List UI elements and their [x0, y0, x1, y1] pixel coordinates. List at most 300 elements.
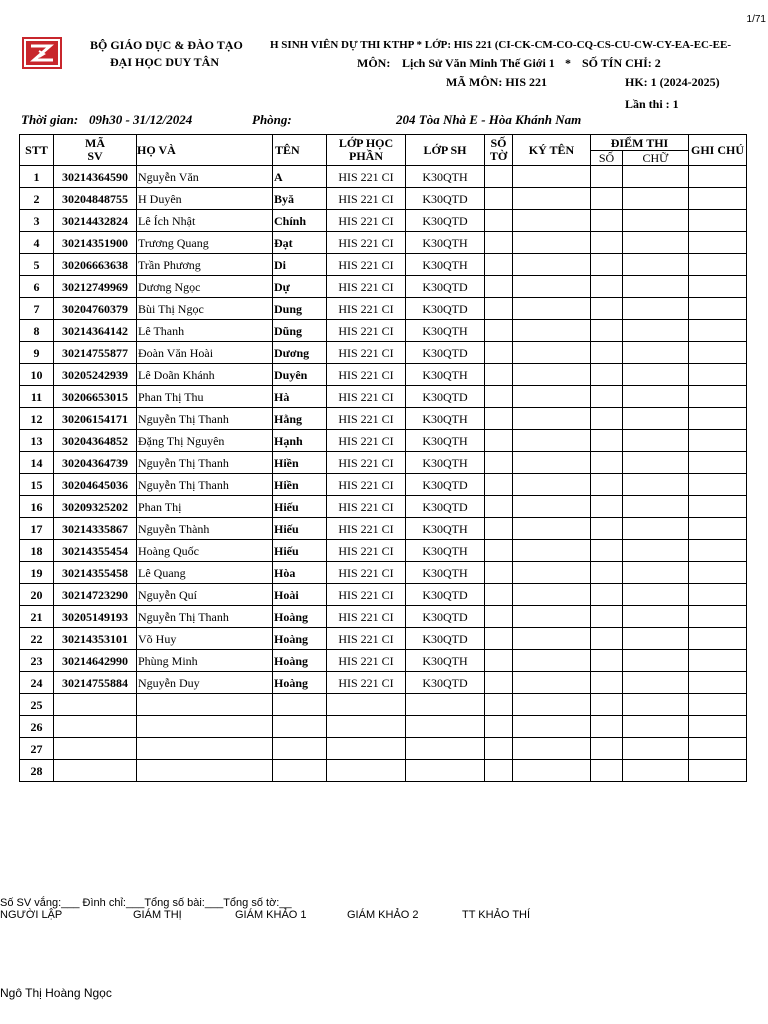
row-stt: 12 — [20, 408, 54, 430]
row-so-to — [485, 276, 513, 298]
student-roster-table — [19, 134, 747, 782]
table-row — [20, 166, 747, 188]
table-row — [20, 298, 747, 320]
row-ten: Hà — [273, 386, 327, 408]
row-ma-sv: 30206154171 — [54, 408, 137, 430]
row-ten: Dung — [273, 298, 327, 320]
time-label: Thời gian: — [21, 112, 79, 127]
signer-giam-khao-1: GIÁM KHẢO 1 — [235, 909, 307, 921]
row-lop-hoc-phan: HIS 221 CI — [327, 650, 406, 672]
row-ho-va: Nguyễn Thị Thanh — [137, 452, 273, 474]
row-ten: Hiếu — [273, 540, 327, 562]
row-stt: 23 — [20, 650, 54, 672]
row-lop-sh: K30QTH — [406, 254, 485, 276]
row-ho-va: Lê Quang — [137, 562, 273, 584]
row-stt: 8 — [20, 320, 54, 342]
row-ghi-chu — [689, 518, 747, 540]
row-diem-chu — [623, 430, 689, 452]
row-ma-sv: 30214755884 — [54, 672, 137, 694]
row-ma-sv: 30204645036 — [54, 474, 137, 496]
row-ghi-chu — [689, 298, 747, 320]
row-lop-hoc-phan: HIS 221 CI — [327, 210, 406, 232]
row-ky-ten — [513, 716, 591, 738]
row-diem-so — [591, 738, 623, 760]
row-diem-so — [591, 650, 623, 672]
row-ten: A — [273, 166, 327, 188]
header-diem-thi: ĐIỂM THI — [591, 135, 689, 151]
row-so-to — [485, 166, 513, 188]
row-so-to — [485, 650, 513, 672]
row-diem-chu — [623, 276, 689, 298]
row-diem-chu — [623, 518, 689, 540]
row-so-to — [485, 628, 513, 650]
subject-label: MÔN: — [357, 56, 391, 70]
row-diem-chu — [623, 408, 689, 430]
row-diem-so — [591, 254, 623, 276]
row-stt: 14 — [20, 452, 54, 474]
table-row — [20, 188, 747, 210]
row-diem-so — [591, 210, 623, 232]
header-lop-hoc-phan: LỚP HỌC PHẦN — [327, 135, 406, 166]
row-lop-sh: K30QTH — [406, 166, 485, 188]
row-diem-so — [591, 672, 623, 694]
row-ghi-chu — [689, 430, 747, 452]
row-stt: 4 — [20, 232, 54, 254]
table-row — [20, 562, 747, 584]
row-ma-sv: 30204760379 — [54, 298, 137, 320]
row-ma-sv — [54, 694, 137, 716]
row-ghi-chu — [689, 760, 747, 782]
row-ma-sv: 30205149193 — [54, 606, 137, 628]
table-row — [20, 210, 747, 232]
row-ma-sv: 30206663638 — [54, 254, 137, 276]
row-diem-so — [591, 320, 623, 342]
row-ghi-chu — [689, 166, 747, 188]
row-ky-ten — [513, 188, 591, 210]
row-ky-ten — [513, 738, 591, 760]
row-lop-sh: K30QTH — [406, 408, 485, 430]
row-ten: Hiếu — [273, 496, 327, 518]
row-lop-sh — [406, 760, 485, 782]
room-label: Phòng: — [252, 112, 292, 127]
row-ma-sv: 30214642990 — [54, 650, 137, 672]
row-diem-so — [591, 540, 623, 562]
row-so-to — [485, 188, 513, 210]
row-lop-sh: K30QTH — [406, 452, 485, 474]
row-ghi-chu — [689, 474, 747, 496]
subject-star: * — [565, 56, 571, 70]
row-stt: 1 — [20, 166, 54, 188]
row-diem-so — [591, 298, 623, 320]
row-ten: Hoài — [273, 584, 327, 606]
row-lop-sh — [406, 716, 485, 738]
row-diem-chu — [623, 606, 689, 628]
row-ky-ten — [513, 694, 591, 716]
row-so-to — [485, 254, 513, 276]
table-row — [20, 584, 747, 606]
row-lop-sh: K30QTD — [406, 606, 485, 628]
header-ky-ten: KÝ TÊN — [513, 135, 591, 166]
row-diem-chu — [623, 562, 689, 584]
row-ma-sv: 30214364142 — [54, 320, 137, 342]
header-lop-sh: LỚP SH — [406, 135, 485, 166]
row-stt: 17 — [20, 518, 54, 540]
row-ten: Byă — [273, 188, 327, 210]
row-stt: 26 — [20, 716, 54, 738]
row-diem-so — [591, 276, 623, 298]
header-ghi-chu: GHI CHÚ — [689, 135, 747, 166]
row-lop-hoc-phan: HIS 221 CI — [327, 430, 406, 452]
row-diem-so — [591, 518, 623, 540]
table-row — [20, 474, 747, 496]
row-ma-sv: 30214355454 — [54, 540, 137, 562]
table-row — [20, 342, 747, 364]
table-row — [20, 716, 747, 738]
row-ten: Dũng — [273, 320, 327, 342]
row-diem-so — [591, 386, 623, 408]
row-ho-va — [137, 738, 273, 760]
row-ho-va: Võ Huy — [137, 628, 273, 650]
table-row — [20, 650, 747, 672]
row-lop-sh: K30QTD — [406, 386, 485, 408]
row-ho-va: Nguyễn Văn — [137, 166, 273, 188]
row-ma-sv — [54, 760, 137, 782]
row-diem-so — [591, 584, 623, 606]
table-row — [20, 452, 747, 474]
row-ma-sv: 30214723290 — [54, 584, 137, 606]
table-row — [20, 320, 747, 342]
row-ma-sv: 30212749969 — [54, 276, 137, 298]
row-stt: 20 — [20, 584, 54, 606]
row-ky-ten — [513, 320, 591, 342]
row-lop-sh: K30QTH — [406, 364, 485, 386]
row-ho-va: Nguyễn Thành — [137, 518, 273, 540]
row-lop-sh: K30QTH — [406, 562, 485, 584]
header-ho-va: HỌ VÀ — [137, 135, 273, 166]
row-diem-chu — [623, 496, 689, 518]
row-ten: Hiền — [273, 474, 327, 496]
row-ky-ten — [513, 342, 591, 364]
row-diem-chu — [623, 672, 689, 694]
table-row — [20, 408, 747, 430]
row-ten — [273, 760, 327, 782]
row-lop-hoc-phan — [327, 738, 406, 760]
row-ghi-chu — [689, 562, 747, 584]
table-row — [20, 540, 747, 562]
table-row — [20, 738, 747, 760]
row-ten: Dự — [273, 276, 327, 298]
row-lop-hoc-phan: HIS 221 CI — [327, 584, 406, 606]
row-so-to — [485, 496, 513, 518]
row-ho-va — [137, 716, 273, 738]
table-row — [20, 672, 747, 694]
row-ghi-chu — [689, 364, 747, 386]
row-stt: 6 — [20, 276, 54, 298]
row-diem-so — [591, 232, 623, 254]
row-ho-va: Phan Thị — [137, 496, 273, 518]
row-ma-sv: 30214755877 — [54, 342, 137, 364]
row-lop-sh: K30QTD — [406, 584, 485, 606]
row-ho-va — [137, 760, 273, 782]
row-diem-chu — [623, 474, 689, 496]
row-diem-so — [591, 364, 623, 386]
row-ma-sv: 30206653015 — [54, 386, 137, 408]
row-so-to — [485, 452, 513, 474]
semester: HK: 1 (2024-2025) — [625, 75, 720, 89]
row-lop-hoc-phan — [327, 694, 406, 716]
row-ho-va: Nguyễn Thị Thanh — [137, 408, 273, 430]
row-ma-sv: 30205242939 — [54, 364, 137, 386]
row-diem-so — [591, 430, 623, 452]
row-diem-chu — [623, 628, 689, 650]
row-diem-chu — [623, 452, 689, 474]
row-diem-so — [591, 452, 623, 474]
signer-tt-khao-thi: TT KHẢO THÍ — [462, 909, 531, 921]
row-diem-so — [591, 760, 623, 782]
row-so-to — [485, 408, 513, 430]
university-logo — [22, 37, 62, 69]
row-ghi-chu — [689, 606, 747, 628]
row-ho-va: Dương Ngọc — [137, 276, 273, 298]
row-so-to — [485, 760, 513, 782]
row-ky-ten — [513, 628, 591, 650]
row-so-to — [485, 298, 513, 320]
row-lop-sh: K30QTD — [406, 210, 485, 232]
row-lop-hoc-phan: HIS 221 CI — [327, 386, 406, 408]
row-ma-sv: 30204848755 — [54, 188, 137, 210]
row-stt: 13 — [20, 430, 54, 452]
row-lop-hoc-phan: HIS 221 CI — [327, 166, 406, 188]
row-lop-hoc-phan: HIS 221 CI — [327, 276, 406, 298]
row-diem-so — [591, 562, 623, 584]
row-so-to — [485, 386, 513, 408]
header-diem-so: SỐ — [591, 151, 623, 166]
row-ky-ten — [513, 386, 591, 408]
row-diem-chu — [623, 738, 689, 760]
row-lop-hoc-phan: HIS 221 CI — [327, 298, 406, 320]
row-ky-ten — [513, 232, 591, 254]
row-stt: 18 — [20, 540, 54, 562]
summary-line: Số SV vắng:___ Đình chỉ:___Tổng số bài:___Tổng số tờ:__ — [0, 897, 292, 909]
row-stt: 9 — [20, 342, 54, 364]
university-name: ĐẠI HỌC DUY TÂN — [110, 55, 220, 69]
row-so-to — [485, 364, 513, 386]
row-ky-ten — [513, 760, 591, 782]
header-diem-chu: CHỮ — [623, 151, 689, 166]
row-so-to — [485, 518, 513, 540]
row-ky-ten — [513, 562, 591, 584]
table-row — [20, 518, 747, 540]
header-so-to: SỐ TỜ — [485, 135, 513, 166]
row-diem-so — [591, 628, 623, 650]
row-ghi-chu — [689, 342, 747, 364]
row-ho-va: Hoàng Quốc — [137, 540, 273, 562]
row-so-to — [485, 562, 513, 584]
row-ho-va: Bùi Thị Ngọc — [137, 298, 273, 320]
row-stt: 22 — [20, 628, 54, 650]
row-ho-va — [137, 694, 273, 716]
row-lop-sh: K30QTH — [406, 320, 485, 342]
row-ho-va: Nguyễn Thị Thanh — [137, 474, 273, 496]
row-so-to — [485, 584, 513, 606]
row-ho-va: Trần Phương — [137, 254, 273, 276]
row-stt: 3 — [20, 210, 54, 232]
row-ky-ten — [513, 672, 591, 694]
row-ho-va: Đoàn Văn Hoài — [137, 342, 273, 364]
row-lop-sh: K30QTD — [406, 496, 485, 518]
table-row — [20, 232, 747, 254]
row-diem-so — [591, 694, 623, 716]
row-stt: 21 — [20, 606, 54, 628]
row-lop-sh: K30QTH — [406, 430, 485, 452]
row-ghi-chu — [689, 694, 747, 716]
page-number: 1/71 — [746, 14, 766, 25]
row-lop-hoc-phan: HIS 221 CI — [327, 562, 406, 584]
row-ten: Hoàng — [273, 650, 327, 672]
row-diem-chu — [623, 232, 689, 254]
row-ho-va: Nguyễn Quí — [137, 584, 273, 606]
row-ten: Đạt — [273, 232, 327, 254]
row-ma-sv: 30214355458 — [54, 562, 137, 584]
row-stt: 27 — [20, 738, 54, 760]
signer-giam-khao-2: GIÁM KHẢO 2 — [347, 909, 419, 921]
row-ho-va: Phan Thị Thu — [137, 386, 273, 408]
row-ghi-chu — [689, 628, 747, 650]
row-lop-sh: K30QTH — [406, 540, 485, 562]
row-ten: Hiếu — [273, 518, 327, 540]
row-diem-so — [591, 474, 623, 496]
row-ky-ten — [513, 452, 591, 474]
row-lop-sh: K30QTD — [406, 474, 485, 496]
subject-code: MÃ MÔN: HIS 221 — [446, 75, 547, 89]
row-lop-sh: K30QTD — [406, 298, 485, 320]
room-value: 204 Tòa Nhà E - Hòa Khánh Nam — [396, 112, 582, 127]
row-ghi-chu — [689, 738, 747, 760]
table-row — [20, 364, 747, 386]
row-ten: Hiền — [273, 452, 327, 474]
row-ho-va: Lê Ích Nhật — [137, 210, 273, 232]
row-ky-ten — [513, 650, 591, 672]
row-ghi-chu — [689, 584, 747, 606]
row-lop-hoc-phan — [327, 716, 406, 738]
time-value: 09h30 - 31/12/2024 — [89, 112, 193, 127]
row-stt: 10 — [20, 364, 54, 386]
row-ky-ten — [513, 606, 591, 628]
row-so-to — [485, 342, 513, 364]
row-ghi-chu — [689, 408, 747, 430]
row-ghi-chu — [689, 650, 747, 672]
table-row — [20, 760, 747, 782]
row-lop-hoc-phan: HIS 221 CI — [327, 188, 406, 210]
row-diem-chu — [623, 210, 689, 232]
table-row — [20, 276, 747, 298]
row-ten: Hạnh — [273, 430, 327, 452]
row-lop-hoc-phan: HIS 221 CI — [327, 452, 406, 474]
row-ghi-chu — [689, 232, 747, 254]
row-stt: 25 — [20, 694, 54, 716]
row-diem-so — [591, 408, 623, 430]
subject-name: Lịch Sử Văn Minh Thế Giới 1 — [402, 56, 555, 70]
row-stt: 28 — [20, 760, 54, 782]
row-ten — [273, 716, 327, 738]
row-ghi-chu — [689, 254, 747, 276]
row-lop-sh: K30QTD — [406, 672, 485, 694]
row-ghi-chu — [689, 672, 747, 694]
credits: SỐ TÍN CHỈ: 2 — [582, 56, 661, 70]
row-ky-ten — [513, 254, 591, 276]
row-diem-so — [591, 342, 623, 364]
row-diem-chu — [623, 694, 689, 716]
row-lop-hoc-phan: HIS 221 CI — [327, 342, 406, 364]
row-diem-chu — [623, 584, 689, 606]
preparer-name: Ngô Thị Hoàng Ngọc — [0, 986, 112, 1000]
row-ma-sv: 30214351900 — [54, 232, 137, 254]
row-ten: Hoàng — [273, 672, 327, 694]
row-lop-hoc-phan: HIS 221 CI — [327, 320, 406, 342]
row-ghi-chu — [689, 188, 747, 210]
row-stt: 16 — [20, 496, 54, 518]
row-ten — [273, 694, 327, 716]
row-stt: 11 — [20, 386, 54, 408]
row-ma-sv: 30214364590 — [54, 166, 137, 188]
row-ten: Hoàng — [273, 606, 327, 628]
row-diem-so — [591, 188, 623, 210]
row-ky-ten — [513, 408, 591, 430]
row-lop-hoc-phan: HIS 221 CI — [327, 474, 406, 496]
row-lop-sh: K30QTH — [406, 650, 485, 672]
row-diem-so — [591, 716, 623, 738]
row-stt: 7 — [20, 298, 54, 320]
row-ky-ten — [513, 474, 591, 496]
table-row — [20, 430, 747, 452]
row-lop-hoc-phan: HIS 221 CI — [327, 540, 406, 562]
row-diem-so — [591, 606, 623, 628]
row-ghi-chu — [689, 452, 747, 474]
row-lop-sh: K30QTD — [406, 342, 485, 364]
row-ghi-chu — [689, 276, 747, 298]
row-ten: Dương — [273, 342, 327, 364]
row-ho-va: Nguyễn Duy — [137, 672, 273, 694]
row-so-to — [485, 738, 513, 760]
table-row — [20, 694, 747, 716]
list-title: H SINH VIÊN DỰ THI KTHP * LỚP: HIS 221 (CI-CK-CM-CO-CQ-CS-CU-CW-CY-EA-EC-EE- — [270, 39, 731, 51]
row-ky-ten — [513, 210, 591, 232]
row-lop-hoc-phan: HIS 221 CI — [327, 628, 406, 650]
row-lop-sh: K30QTH — [406, 232, 485, 254]
row-ghi-chu — [689, 540, 747, 562]
row-ky-ten — [513, 276, 591, 298]
row-diem-chu — [623, 166, 689, 188]
row-ten: Hoàng — [273, 628, 327, 650]
row-ky-ten — [513, 166, 591, 188]
row-ho-va: Phùng Minh — [137, 650, 273, 672]
row-lop-hoc-phan: HIS 221 CI — [327, 518, 406, 540]
row-ma-sv: 30214335867 — [54, 518, 137, 540]
row-ky-ten — [513, 518, 591, 540]
row-so-to — [485, 232, 513, 254]
row-ho-va: Đặng Thị Nguyên — [137, 430, 273, 452]
row-ho-va: Trương Quang — [137, 232, 273, 254]
row-ma-sv — [54, 716, 137, 738]
row-lop-hoc-phan: HIS 221 CI — [327, 254, 406, 276]
signer-giam-thi: GIÁM THỊ — [133, 909, 182, 921]
row-ghi-chu — [689, 386, 747, 408]
row-lop-hoc-phan: HIS 221 CI — [327, 606, 406, 628]
row-so-to — [485, 474, 513, 496]
row-ky-ten — [513, 298, 591, 320]
row-ten: Di — [273, 254, 327, 276]
row-lop-hoc-phan — [327, 760, 406, 782]
